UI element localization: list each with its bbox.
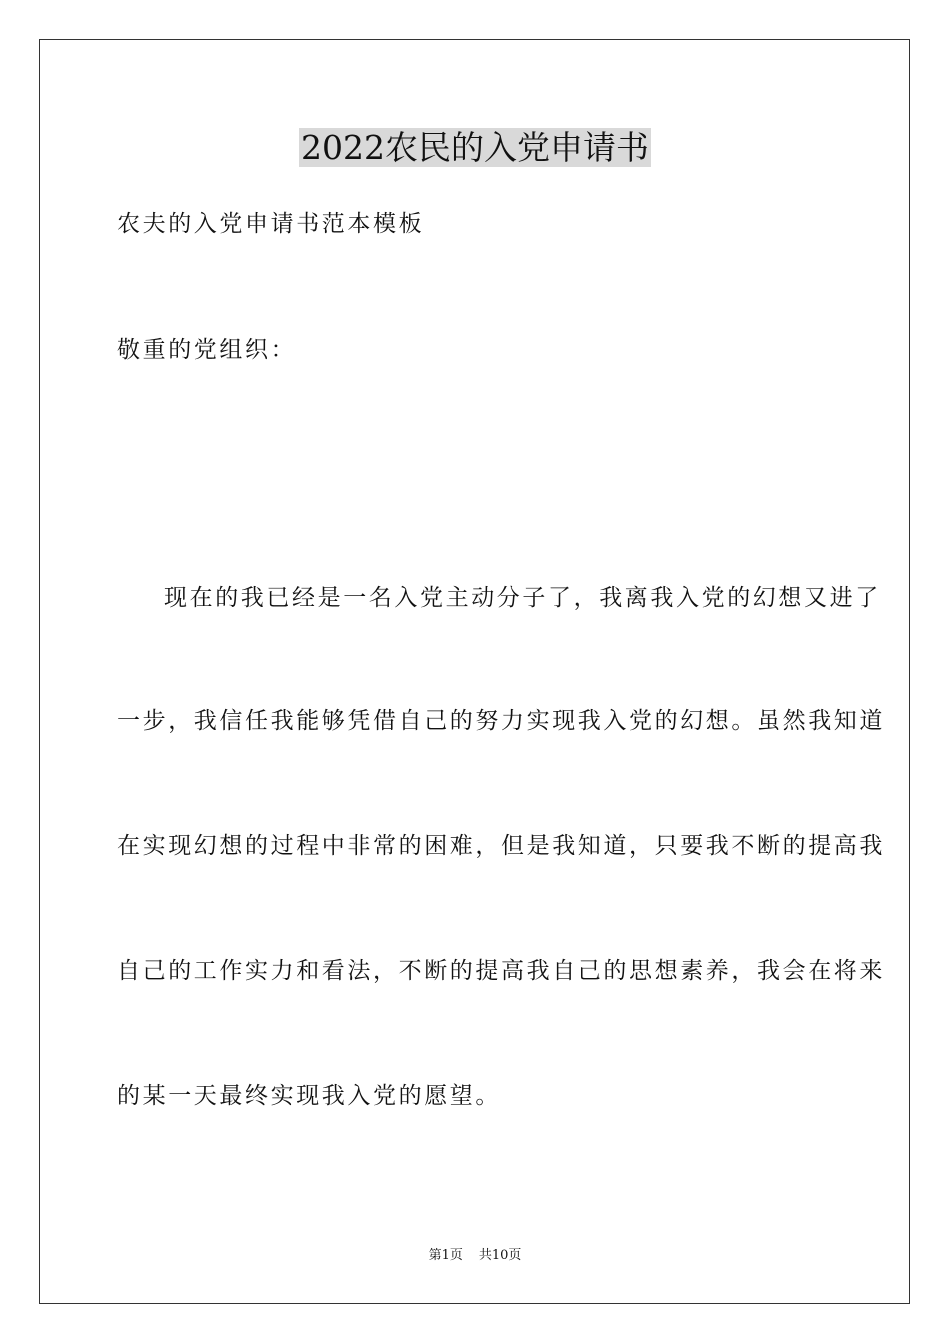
salutation: 敬重的党组织： xyxy=(117,337,297,363)
page-footer xyxy=(0,1247,950,1265)
document-title-text: 2022农民的入党申请书 xyxy=(301,128,649,167)
body-line: 现在的我已经是一名入党主动分子了，我离我入党的幻想又进了 xyxy=(164,585,881,611)
document-subtitle: 农夫的入党申请书范本模板 xyxy=(117,211,425,237)
body-line: 的某一天最终实现我入党的愿望。 xyxy=(117,1083,501,1109)
body-line: 一步，我信任我能够凭借自己的努力实现我入党的幻想。虽然我知道 xyxy=(117,708,885,734)
body-line: 自己的工作实力和看法，不断的提高我自己的思想素养，我会在将来 xyxy=(117,958,885,984)
page-total: 共10页 xyxy=(478,1248,522,1263)
body-line: 在实现幻想的过程中非常的困难，但是我知道，只要我不断的提高我 xyxy=(117,833,885,859)
document-title xyxy=(0,126,950,170)
page-number: 第1页 xyxy=(428,1248,463,1263)
